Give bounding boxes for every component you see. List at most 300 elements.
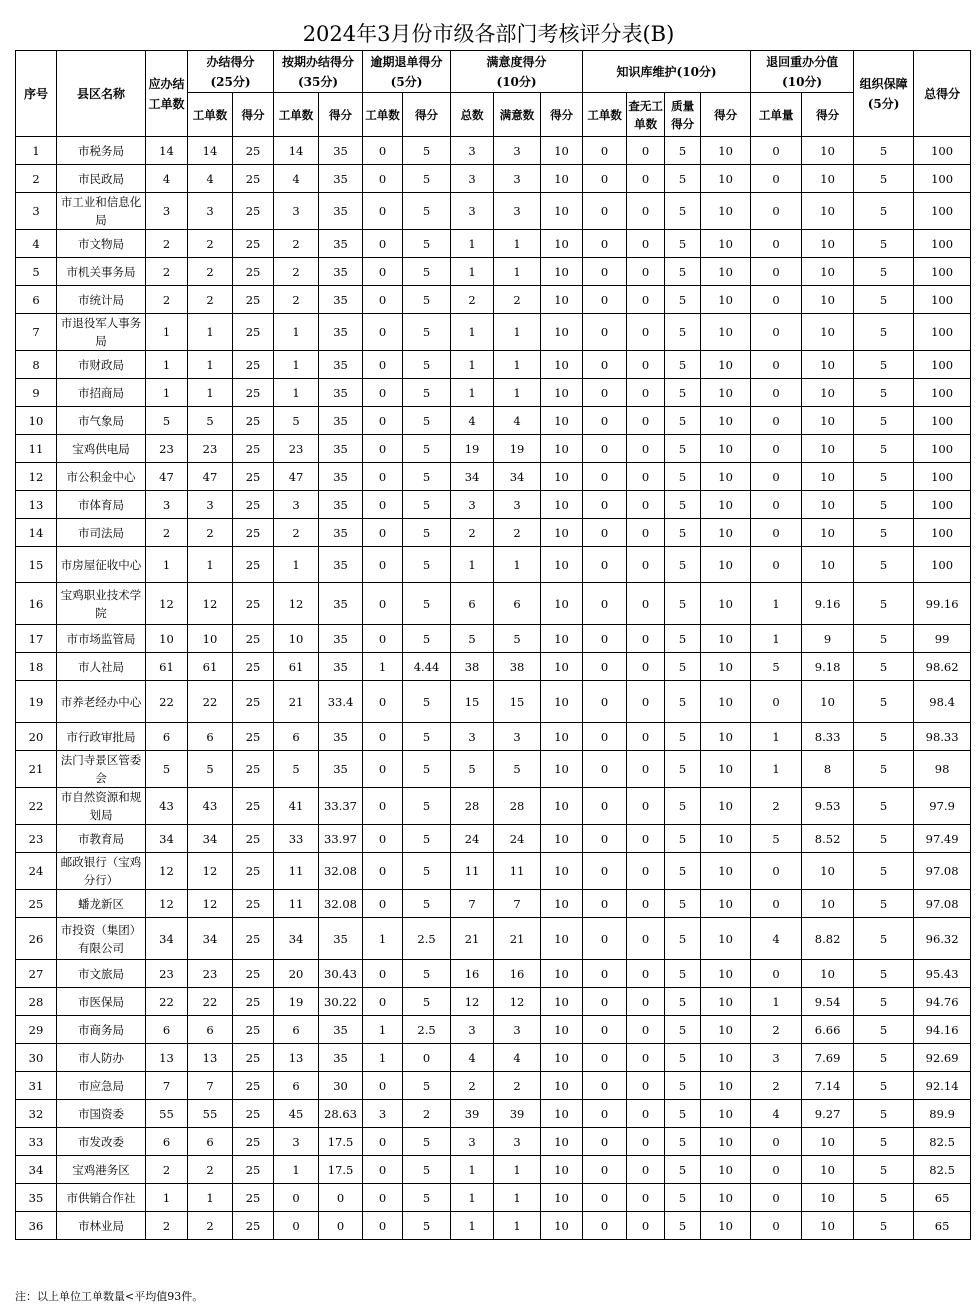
cell-satis-satisfied: 6	[494, 583, 541, 625]
cell-kb-score: 10	[701, 351, 751, 379]
cell-should-close: 3	[146, 193, 188, 230]
cell-done-score: 25	[233, 547, 274, 583]
cell-kb-orders: 0	[583, 258, 627, 286]
cell-kb-orders: 0	[583, 890, 627, 918]
cell-kb-notfound: 0	[627, 379, 665, 407]
cell-rework-workload: 2	[751, 1072, 802, 1100]
cell-total-score: 100	[914, 519, 971, 547]
cell-satis-score: 10	[541, 723, 583, 751]
cell-name: 市林业局	[57, 1212, 146, 1240]
cell-kb-score: 10	[701, 286, 751, 314]
cell-should-close: 12	[146, 890, 188, 918]
cell-satis-score: 10	[541, 788, 583, 825]
cell-org-score: 5	[854, 463, 914, 491]
cell-satis-score: 10	[541, 230, 583, 258]
cell-done-score: 25	[233, 286, 274, 314]
cell-total-score: 97.9	[914, 788, 971, 825]
cell-rework-workload: 0	[751, 1212, 802, 1240]
cell-org-score: 5	[854, 379, 914, 407]
cell-satis-score: 10	[541, 314, 583, 351]
cell-overdue-orders: 0	[363, 314, 403, 351]
sub-satis-score: 得分	[541, 93, 583, 137]
cell-rework-workload: 1	[751, 988, 802, 1016]
cell-seq: 6	[16, 286, 57, 314]
cell-kb-orders: 0	[583, 379, 627, 407]
cell-name: 市司法局	[57, 519, 146, 547]
cell-rework-score: 10	[802, 1156, 854, 1184]
cell-total-score: 100	[914, 407, 971, 435]
cell-done-orders: 12	[188, 890, 233, 918]
cell-kb-orders: 0	[583, 193, 627, 230]
cell-rework-workload: 0	[751, 351, 802, 379]
cell-total-score: 100	[914, 435, 971, 463]
cell-kb-orders: 0	[583, 230, 627, 258]
cell-should-close: 4	[146, 165, 188, 193]
cell-total-score: 97.08	[914, 890, 971, 918]
cell-done-orders: 6	[188, 1128, 233, 1156]
cell-name: 市气象局	[57, 407, 146, 435]
cell-satis-total: 3	[451, 491, 494, 519]
cell-kb-quality: 5	[665, 314, 701, 351]
cell-org-score: 5	[854, 681, 914, 723]
cell-ontime-score: 32.08	[319, 890, 363, 918]
cell-ontime-score: 35	[319, 230, 363, 258]
cell-satis-satisfied: 34	[494, 463, 541, 491]
cell-total-score: 100	[914, 230, 971, 258]
cell-overdue-orders: 0	[363, 825, 403, 853]
cell-total-score: 100	[914, 258, 971, 286]
cell-overdue-orders: 0	[363, 681, 403, 723]
cell-satis-satisfied: 3	[494, 723, 541, 751]
cell-overdue-score: 5	[403, 435, 451, 463]
cell-rework-workload: 0	[751, 519, 802, 547]
cell-name: 市商务局	[57, 1016, 146, 1044]
cell-seq: 27	[16, 960, 57, 988]
cell-total-score: 99	[914, 625, 971, 653]
cell-ontime-orders: 2	[274, 258, 319, 286]
cell-satis-total: 3	[451, 165, 494, 193]
cell-satis-total: 1	[451, 351, 494, 379]
cell-total-score: 92.14	[914, 1072, 971, 1100]
cell-ontime-orders: 1	[274, 547, 319, 583]
cell-satis-score: 10	[541, 1100, 583, 1128]
cell-rework-score: 7.14	[802, 1072, 854, 1100]
cell-org-score: 5	[854, 258, 914, 286]
cell-name: 市医保局	[57, 988, 146, 1016]
cell-rework-score: 10	[802, 193, 854, 230]
cell-ontime-score: 35	[319, 625, 363, 653]
cell-seq: 21	[16, 751, 57, 788]
cell-kb-orders: 0	[583, 435, 627, 463]
cell-org-score: 5	[854, 1016, 914, 1044]
cell-total-score: 100	[914, 351, 971, 379]
cell-ontime-score: 35	[319, 653, 363, 681]
cell-name: 邮政银行（宝鸡分行）	[57, 853, 146, 890]
cell-ontime-score: 35	[319, 1044, 363, 1072]
table-row	[16, 435, 971, 463]
cell-done-orders: 1	[188, 351, 233, 379]
cell-satis-total: 6	[451, 583, 494, 625]
cell-org-score: 5	[854, 165, 914, 193]
cell-ontime-score: 33.4	[319, 681, 363, 723]
cell-seq: 22	[16, 788, 57, 825]
cell-rework-score: 9.16	[802, 583, 854, 625]
cell-overdue-orders: 1	[363, 1044, 403, 1072]
table-row	[16, 681, 971, 723]
cell-kb-score: 10	[701, 653, 751, 681]
cell-org-score: 5	[854, 918, 914, 960]
cell-satis-score: 10	[541, 435, 583, 463]
cell-seq: 28	[16, 988, 57, 1016]
cell-org-score: 5	[854, 314, 914, 351]
cell-kb-notfound: 0	[627, 407, 665, 435]
cell-total-score: 82.5	[914, 1156, 971, 1184]
cell-rework-score: 10	[802, 286, 854, 314]
table-row	[16, 407, 971, 435]
cell-overdue-score: 2	[403, 1100, 451, 1128]
sub-kb-orders: 工单数	[583, 93, 627, 137]
cell-overdue-score: 5	[403, 751, 451, 788]
cell-ontime-orders: 0	[274, 1184, 319, 1212]
cell-satis-total: 15	[451, 681, 494, 723]
cell-rework-score: 7.69	[802, 1044, 854, 1072]
cell-ontime-orders: 20	[274, 960, 319, 988]
cell-kb-orders: 0	[583, 918, 627, 960]
cell-name: 市统计局	[57, 286, 146, 314]
cell-name: 市投资（集团）有限公司	[57, 918, 146, 960]
cell-seq: 4	[16, 230, 57, 258]
cell-done-score: 25	[233, 653, 274, 681]
cell-rework-workload: 0	[751, 1184, 802, 1212]
cell-name: 市税务局	[57, 137, 146, 165]
cell-overdue-score: 5	[403, 1156, 451, 1184]
cell-done-score: 25	[233, 1072, 274, 1100]
cell-ontime-orders: 47	[274, 463, 319, 491]
cell-rework-workload: 0	[751, 286, 802, 314]
cell-overdue-score: 5	[403, 853, 451, 890]
cell-satis-score: 10	[541, 1072, 583, 1100]
cell-done-score: 25	[233, 751, 274, 788]
cell-overdue-orders: 0	[363, 625, 403, 653]
cell-seq: 17	[16, 625, 57, 653]
cell-kb-orders: 0	[583, 491, 627, 519]
score-table	[15, 50, 971, 1240]
cell-overdue-score: 5	[403, 788, 451, 825]
cell-kb-quality: 5	[665, 723, 701, 751]
cell-rework-workload: 2	[751, 1016, 802, 1044]
cell-ontime-score: 35	[319, 547, 363, 583]
cell-ontime-score: 17.5	[319, 1128, 363, 1156]
cell-seq: 19	[16, 681, 57, 723]
cell-kb-notfound: 0	[627, 137, 665, 165]
cell-done-score: 25	[233, 1156, 274, 1184]
cell-overdue-orders: 0	[363, 193, 403, 230]
cell-kb-orders: 0	[583, 1044, 627, 1072]
cell-kb-notfound: 0	[627, 1072, 665, 1100]
cell-kb-score: 10	[701, 890, 751, 918]
cell-should-close: 5	[146, 751, 188, 788]
cell-satis-score: 10	[541, 1016, 583, 1044]
cell-should-close: 12	[146, 583, 188, 625]
cell-satis-score: 10	[541, 379, 583, 407]
cell-satis-total: 4	[451, 407, 494, 435]
cell-satis-satisfied: 1	[494, 351, 541, 379]
cell-done-orders: 13	[188, 1044, 233, 1072]
cell-done-score: 25	[233, 491, 274, 519]
header-rework-line2: (10分)	[782, 74, 823, 89]
cell-kb-orders: 0	[583, 519, 627, 547]
cell-overdue-orders: 0	[363, 286, 403, 314]
cell-rework-workload: 0	[751, 314, 802, 351]
cell-kb-quality: 5	[665, 435, 701, 463]
cell-kb-notfound: 0	[627, 988, 665, 1016]
cell-overdue-score: 5	[403, 890, 451, 918]
cell-satis-score: 10	[541, 547, 583, 583]
cell-satis-satisfied: 21	[494, 918, 541, 960]
cell-ontime-orders: 2	[274, 519, 319, 547]
cell-overdue-score: 5	[403, 547, 451, 583]
cell-org-score: 5	[854, 1212, 914, 1240]
cell-satis-score: 10	[541, 988, 583, 1016]
cell-should-close: 2	[146, 1212, 188, 1240]
cell-kb-quality: 5	[665, 1212, 701, 1240]
header-county: 县区名称	[57, 51, 146, 137]
table-row	[16, 193, 971, 230]
cell-ontime-score: 30.22	[319, 988, 363, 1016]
cell-overdue-orders: 0	[363, 351, 403, 379]
cell-done-score: 25	[233, 407, 274, 435]
cell-rework-score: 9.27	[802, 1100, 854, 1128]
cell-rework-score: 10	[802, 491, 854, 519]
cell-satis-score: 10	[541, 286, 583, 314]
cell-ontime-orders: 21	[274, 681, 319, 723]
cell-kb-quality: 5	[665, 258, 701, 286]
sub-done-orders: 工单数	[188, 93, 233, 137]
cell-ontime-orders: 1	[274, 1156, 319, 1184]
cell-overdue-score: 5	[403, 583, 451, 625]
cell-should-close: 61	[146, 653, 188, 681]
cell-satis-score: 10	[541, 625, 583, 653]
cell-kb-orders: 0	[583, 751, 627, 788]
cell-rework-workload: 0	[751, 435, 802, 463]
header-knowledge-base: 知识库维护(10分)	[583, 51, 751, 93]
cell-satis-score: 10	[541, 137, 583, 165]
cell-done-score: 25	[233, 193, 274, 230]
cell-overdue-orders: 0	[363, 230, 403, 258]
cell-kb-quality: 5	[665, 1016, 701, 1044]
cell-done-score: 25	[233, 230, 274, 258]
cell-ontime-orders: 6	[274, 723, 319, 751]
cell-kb-notfound: 0	[627, 918, 665, 960]
cell-overdue-orders: 0	[363, 519, 403, 547]
cell-done-orders: 61	[188, 653, 233, 681]
cell-total-score: 100	[914, 286, 971, 314]
cell-kb-score: 10	[701, 1128, 751, 1156]
cell-rework-score: 9.18	[802, 653, 854, 681]
cell-overdue-orders: 0	[363, 960, 403, 988]
cell-name: 市体育局	[57, 491, 146, 519]
cell-satis-satisfied: 4	[494, 1044, 541, 1072]
cell-org-score: 5	[854, 723, 914, 751]
cell-rework-workload: 3	[751, 1044, 802, 1072]
cell-satis-score: 10	[541, 1156, 583, 1184]
cell-kb-quality: 5	[665, 463, 701, 491]
cell-kb-quality: 5	[665, 960, 701, 988]
cell-kb-quality: 5	[665, 988, 701, 1016]
cell-satis-satisfied: 3	[494, 193, 541, 230]
cell-ontime-orders: 19	[274, 988, 319, 1016]
table-body	[16, 137, 971, 1240]
cell-done-score: 25	[233, 723, 274, 751]
cell-kb-notfound: 0	[627, 258, 665, 286]
cell-kb-score: 10	[701, 491, 751, 519]
cell-done-score: 25	[233, 583, 274, 625]
table-row	[16, 258, 971, 286]
sub-kb-quality-line2: 得分	[671, 116, 695, 131]
cell-kb-quality: 5	[665, 286, 701, 314]
cell-satis-satisfied: 3	[494, 1128, 541, 1156]
cell-seq: 30	[16, 1044, 57, 1072]
cell-should-close: 1	[146, 547, 188, 583]
cell-satis-score: 10	[541, 918, 583, 960]
cell-done-score: 25	[233, 1016, 274, 1044]
cell-kb-orders: 0	[583, 1212, 627, 1240]
cell-should-close: 1	[146, 314, 188, 351]
sub-satis-satisfied: 满意数	[494, 93, 541, 137]
header-seq: 序号	[16, 51, 57, 137]
cell-done-score: 25	[233, 788, 274, 825]
cell-rework-workload: 5	[751, 825, 802, 853]
cell-done-orders: 6	[188, 723, 233, 751]
cell-ontime-score: 35	[319, 519, 363, 547]
cell-org-score: 5	[854, 653, 914, 681]
cell-ontime-score: 35	[319, 407, 363, 435]
cell-overdue-orders: 0	[363, 1184, 403, 1212]
cell-seq: 12	[16, 463, 57, 491]
cell-org-score: 5	[854, 519, 914, 547]
table-row	[16, 1072, 971, 1100]
cell-done-score: 25	[233, 960, 274, 988]
cell-done-orders: 12	[188, 853, 233, 890]
cell-total-score: 65	[914, 1184, 971, 1212]
cell-overdue-orders: 0	[363, 547, 403, 583]
cell-rework-score: 10	[802, 519, 854, 547]
cell-rework-score: 10	[802, 681, 854, 723]
cell-should-close: 22	[146, 681, 188, 723]
cell-kb-score: 10	[701, 1016, 751, 1044]
cell-rework-workload: 0	[751, 463, 802, 491]
cell-ontime-score: 35	[319, 491, 363, 519]
cell-kb-quality: 5	[665, 1044, 701, 1072]
cell-org-score: 5	[854, 137, 914, 165]
cell-kb-score: 10	[701, 1156, 751, 1184]
cell-satis-total: 34	[451, 463, 494, 491]
cell-ontime-score: 28.63	[319, 1100, 363, 1128]
cell-done-orders: 1	[188, 547, 233, 583]
cell-rework-score: 10	[802, 258, 854, 286]
cell-kb-notfound: 0	[627, 314, 665, 351]
cell-satis-score: 10	[541, 1212, 583, 1240]
cell-rework-workload: 1	[751, 583, 802, 625]
cell-satis-satisfied: 1	[494, 1212, 541, 1240]
cell-satis-score: 10	[541, 258, 583, 286]
page-title: 2024年3月份市级各部门考核评分表(B)	[302, 22, 675, 46]
cell-should-close: 22	[146, 988, 188, 1016]
cell-name: 法门寺景区管委会	[57, 751, 146, 788]
cell-satis-score: 10	[541, 1184, 583, 1212]
cell-done-orders: 2	[188, 519, 233, 547]
cell-done-orders: 2	[188, 230, 233, 258]
cell-satis-satisfied: 5	[494, 625, 541, 653]
cell-rework-workload: 0	[751, 960, 802, 988]
cell-overdue-orders: 0	[363, 723, 403, 751]
cell-ontime-score: 35	[319, 918, 363, 960]
cell-rework-score: 8	[802, 751, 854, 788]
cell-should-close: 1	[146, 1184, 188, 1212]
cell-ontime-orders: 45	[274, 1100, 319, 1128]
cell-total-score: 97.49	[914, 825, 971, 853]
cell-org-score: 5	[854, 853, 914, 890]
cell-satis-satisfied: 1	[494, 1156, 541, 1184]
cell-ontime-orders: 5	[274, 751, 319, 788]
cell-satis-satisfied: 15	[494, 681, 541, 723]
cell-satis-total: 3	[451, 723, 494, 751]
cell-rework-workload: 0	[751, 258, 802, 286]
cell-satis-score: 10	[541, 653, 583, 681]
cell-total-score: 94.16	[914, 1016, 971, 1044]
sub-overdue-orders: 工单数	[363, 93, 403, 137]
cell-should-close: 13	[146, 1044, 188, 1072]
cell-kb-notfound: 0	[627, 1212, 665, 1240]
cell-org-score: 5	[854, 407, 914, 435]
cell-kb-orders: 0	[583, 988, 627, 1016]
cell-total-score: 99.16	[914, 583, 971, 625]
cell-overdue-score: 5	[403, 407, 451, 435]
cell-kb-notfound: 0	[627, 625, 665, 653]
header-should-close	[146, 51, 188, 137]
cell-overdue-orders: 0	[363, 463, 403, 491]
cell-satis-satisfied: 2	[494, 1072, 541, 1100]
cell-kb-notfound: 0	[627, 583, 665, 625]
cell-kb-score: 10	[701, 137, 751, 165]
cell-rework-score: 10	[802, 137, 854, 165]
cell-satis-total: 1	[451, 1212, 494, 1240]
cell-kb-notfound: 0	[627, 1184, 665, 1212]
cell-rework-score: 10	[802, 435, 854, 463]
cell-overdue-score: 5	[403, 193, 451, 230]
cell-done-orders: 2	[188, 286, 233, 314]
table-row	[16, 1156, 971, 1184]
cell-ontime-orders: 61	[274, 653, 319, 681]
cell-done-orders: 10	[188, 625, 233, 653]
cell-done-orders: 23	[188, 960, 233, 988]
cell-overdue-score: 5	[403, 1184, 451, 1212]
cell-kb-score: 10	[701, 825, 751, 853]
cell-org-score: 5	[854, 1044, 914, 1072]
cell-done-orders: 1	[188, 1184, 233, 1212]
cell-overdue-score: 5	[403, 723, 451, 751]
cell-ontime-orders: 6	[274, 1072, 319, 1100]
cell-rework-workload: 0	[751, 853, 802, 890]
cell-org-score: 5	[854, 788, 914, 825]
cell-satis-total: 28	[451, 788, 494, 825]
cell-kb-notfound: 0	[627, 547, 665, 583]
cell-kb-quality: 5	[665, 165, 701, 193]
cell-kb-quality: 5	[665, 1156, 701, 1184]
table-row	[16, 463, 971, 491]
cell-satis-satisfied: 1	[494, 314, 541, 351]
cell-seq: 29	[16, 1016, 57, 1044]
